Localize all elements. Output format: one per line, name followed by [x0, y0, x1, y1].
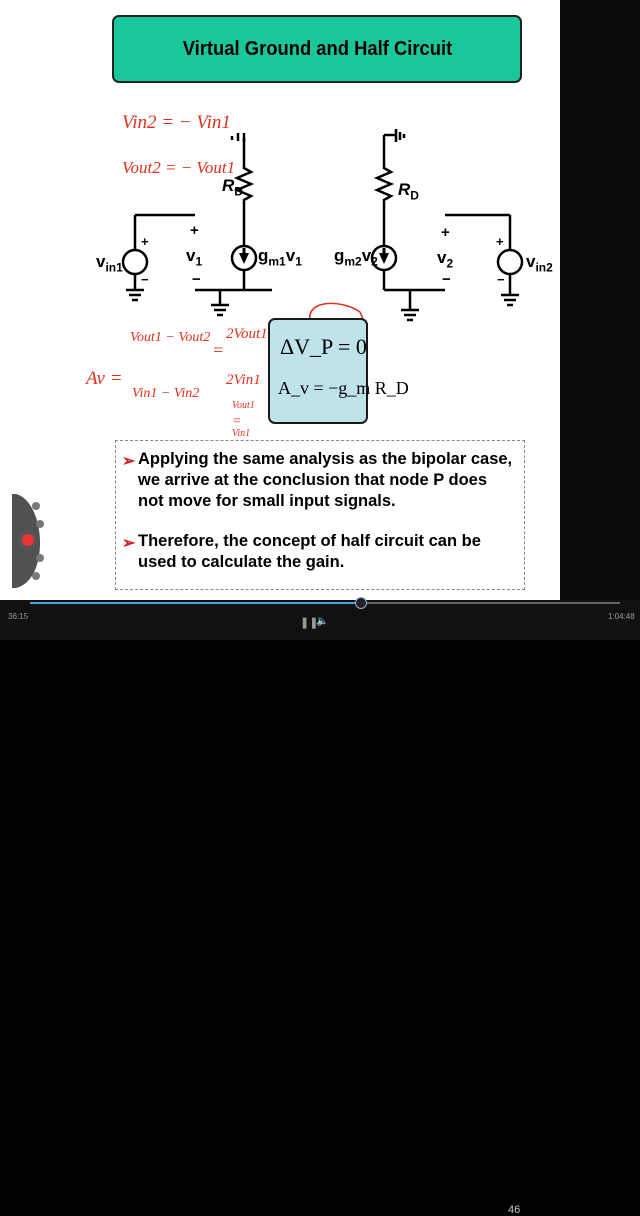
ink-av-denominator: Vin1 − Vin2: [132, 386, 200, 401]
time-total: 1:04:48: [608, 612, 635, 621]
left-v1-minus: −: [192, 271, 201, 288]
bullet-box: [115, 440, 525, 590]
right-vin-label: $v_{in2}$: [526, 252, 553, 275]
time-current: 36:15: [8, 612, 29, 621]
right-vin-plus: +: [496, 234, 504, 249]
left-vin-label: $v_{in1}$: [96, 252, 123, 275]
slide-title: Virtual Ground and Half Circuit: [182, 37, 452, 60]
ink-numerator-2: 2Vout1: [226, 326, 268, 342]
right-rd-label: $R_D$: [398, 180, 419, 203]
bullet-arrow-icon: ➢: [122, 535, 136, 552]
progress-fill: [30, 602, 360, 604]
screen-margin: [560, 0, 640, 600]
ink-denominator-2: 2Vin1: [226, 372, 261, 388]
left-v1-label: $v_1$: [186, 246, 203, 269]
bullet-1: Applying the same analysis as the bipolar case, we arrive at the conclusion that node P does not move for small input signals.: [138, 450, 513, 510]
highlighter-icon: [36, 554, 44, 562]
undo-icon: [32, 572, 40, 580]
pen-icon: [32, 502, 40, 510]
page-number: 46: [508, 1204, 521, 1216]
volume-icon[interactable]: 🔈: [316, 616, 329, 627]
ink-av-label: Av =: [86, 368, 123, 389]
ink-vout-relation: Vout2 = − Vout1: [122, 158, 236, 177]
right-vin-minus: −: [497, 272, 505, 287]
circuit-diagram: [0, 0, 560, 330]
bullet-2: Therefore, the concept of half circuit can be used to calculate the gain.: [138, 532, 481, 571]
right-resistor: [377, 165, 391, 232]
bullet-arrow-icon: ➢: [122, 453, 136, 470]
left-vin-plus: +: [141, 234, 149, 249]
left-v1-plus: +: [190, 222, 199, 239]
ink-vin-relation: Vin2 = − Vin1: [122, 112, 231, 133]
equation-box: [268, 318, 409, 424]
ink-av-numerator: Vout1 − Vout2: [130, 330, 211, 345]
pen-tool-dial[interactable]: [6, 492, 52, 590]
slide: [0, 0, 560, 600]
record-icon: [22, 534, 34, 546]
right-gm-label: $g_{m2}v_2$: [334, 246, 378, 269]
ink-denominator-3: Vin1: [232, 428, 251, 439]
left-vin-minus: −: [141, 272, 149, 287]
equation-gain: A_v = −g_m R_D: [278, 378, 409, 398]
eraser-icon: [36, 520, 44, 528]
ink-numerator-3: Vout1: [232, 400, 255, 411]
play-pause-icon[interactable]: ❚❚: [300, 617, 319, 629]
progress-bar[interactable]: [30, 602, 620, 604]
right-v2-plus: +: [441, 224, 450, 241]
left-gm-label: $g_{m1}v_1$: [258, 246, 302, 269]
ink-equals-2: =: [232, 414, 242, 429]
right-v2-label: $v_2$: [437, 248, 454, 271]
equation-delta-vp: ΔV_P = 0: [280, 334, 367, 359]
left-rd-label: $R_D$: [222, 176, 243, 199]
ink-equals-1: =: [212, 340, 225, 360]
right-v2-minus: −: [442, 271, 451, 288]
